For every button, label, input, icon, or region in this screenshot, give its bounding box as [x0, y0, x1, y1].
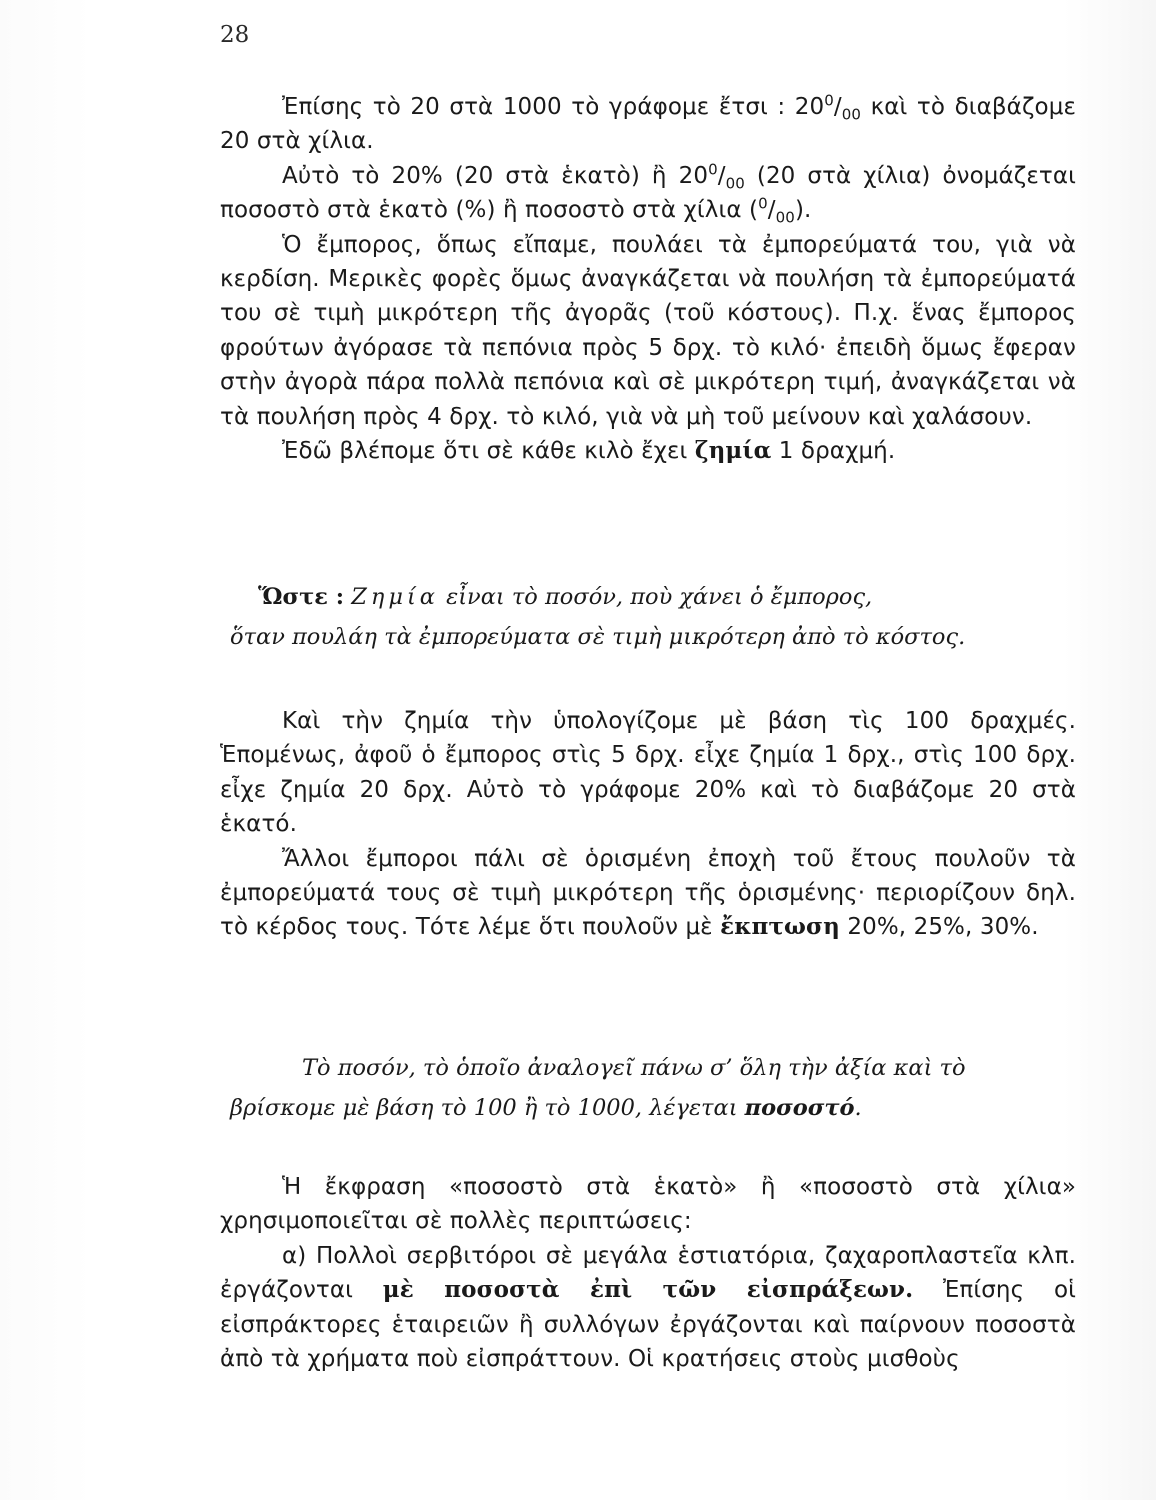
- text-span: .: [854, 1095, 862, 1121]
- definition-line: [230, 577, 1050, 617]
- paragraph-discount: [220, 842, 1076, 945]
- bold-term: μὲ ποσοστὰ ἐπὶ τῶν εἰσπράξεων.: [382, 1276, 914, 1304]
- text-block-intro: [220, 90, 1076, 468]
- text-span: (20 στὰ χίλια) ὀνομάζεται ποσοστὸ στὰ ἑκατὸ (%) ἢ ποσοστὸ στὰ χίλια (: [220, 162, 1076, 224]
- superscript: 0: [824, 91, 834, 110]
- subscript: 00: [725, 174, 745, 193]
- paragraph-loss-note: [220, 434, 1076, 468]
- slash: /: [717, 162, 726, 189]
- text-span: βρίσκομε μὲ βάση τὸ 100 ἢ τὸ 1000, λέγεται: [230, 1095, 745, 1121]
- slash: /: [767, 197, 776, 224]
- page-number: 28: [220, 22, 250, 48]
- paragraph-percentage-naming: [220, 159, 1076, 228]
- text-span: Αὐτὸ τὸ 20% (20 στὰ ἑκατὸ) ἢ 20: [282, 162, 709, 189]
- paragraph-per-mille: [220, 90, 1076, 159]
- text-block-uses: [220, 1170, 1076, 1376]
- text-span: 20%, 25%, 30%.: [839, 914, 1039, 941]
- definition-percentage: [230, 1048, 1050, 1128]
- subscript: 00: [775, 208, 795, 227]
- text-span: Ἐπίσης οἱ εἰσπράκτορες ἑταιρειῶν ἢ συλλόγων ἐργάζονται καὶ παίρνουν ποσοστὰ ἀπὸ τὰ χρήματα ποὺ εἰσπράττουν. Οἱ κρατήσεις στοὺς μισθοὺς: [220, 1277, 1076, 1373]
- text-span: καὶ τὸ διαβάζομε 20 στὰ χίλια.: [220, 94, 1076, 155]
- paragraph-merchant-example: Ὁ ἔμπορος, ὅπως εἴπαμε, πουλάει τὰ ἐμπορεύματά του, γιὰ νὰ κερδίση. Μερικὲς φορὲς ὅμως ἀναγκάζεται νὰ πουλήση τὰ ἐμπορεύματά του σὲ τιμὴ μικρότερη τῆς ἀγορᾶς (τοῦ κόστους). Π.χ. ἕνας ἔμπορος φρούτων ἀγόρασε τὰ πεπόνια πρὸς 5 δρχ. τὸ κιλό· ἐπειδὴ ὅμως ἔφεραν στὴν ἀγορὰ πάρα πολλὰ πεπόνια καὶ σὲ μικρότερη τιμή, ἀναγκάζεται νὰ τὰ πουλήση πρὸς 4 δρχ. τὸ κιλό, γιὰ νὰ μὴ τοῦ μείνουν καὶ χαλάσουν.: [220, 231, 1076, 430]
- slash: /: [833, 94, 842, 120]
- text-span: α) Πολλοὶ σερβιτόροι σὲ μεγάλα ἑστιατόρια, ζαχαροπλαστεῖα κλπ. ἐργάζονται: [220, 1242, 1076, 1304]
- paragraph-waiters-example: [220, 1239, 1076, 1377]
- definition-term: Ζημία: [351, 584, 439, 610]
- text-span: 1 δραχμή.: [771, 438, 896, 465]
- bold-term: ἔκπτωση: [720, 913, 840, 941]
- superscript: 0: [708, 160, 718, 179]
- definition-lead: Ὥστε :: [258, 584, 345, 610]
- text-span: Ἐδῶ βλέπομε ὅτι σὲ κάθε κιλὸ ἔχει: [282, 438, 695, 465]
- superscript: 0: [758, 194, 768, 213]
- bold-term: ζημία: [694, 437, 772, 465]
- text-span: ).: [794, 197, 812, 224]
- text-span: εἶναι τὸ ποσόν, ποὺ χάνει ὁ ἔμπορος,: [438, 584, 873, 610]
- definition-line: ὅταν πουλάη τὰ ἐμπορεύματα σὲ τιμὴ μικρότερη ἀπὸ τὸ κόστος.: [230, 624, 966, 650]
- text-block-middle: [220, 704, 1076, 945]
- paragraph-expression-usage: Ἡ ἔκφραση «ποσοστὸ στὰ ἑκατὸ» ἢ «ποσοστὸ στὰ χίλια» χρησιμοποιεῖται σὲ πολλὲς περιπτώσεις:: [220, 1174, 1076, 1235]
- paragraph-loss-calculation: Καὶ τὴν ζημία τὴν ὑπολογίζομε μὲ βάση τὶς 100 δραχμές. Ἑπομένως, ἀφοῦ ὁ ἔμπορος στὶς 5 δρχ. εἶχε ζημία 1 δρχ., στὶς 100 δρχ. εἶχε ζημία 20 δρχ. Αὐτὸ τὸ γράφομε 20% καὶ τὸ διαβάζομε 20 στὰ ἑκατό.: [220, 708, 1076, 838]
- definition-line: [230, 1088, 1050, 1128]
- text-span: Ἄλλοι ἔμποροι πάλι σὲ ὁρισμένη ἐποχὴ τοῦ ἔτους πουλοῦν τὰ ἐμπορεύματά τους σὲ τιμὴ μικρότερη τῆς ὁρισμένης· περιορίζουν δηλ. τὸ κέρδος τους. Τότε λέμε ὅτι πουλοῦν μὲ: [220, 845, 1076, 941]
- bold-term: ποσοστό: [744, 1095, 855, 1121]
- definition-loss: [230, 577, 1050, 657]
- subscript: 00: [841, 105, 862, 124]
- definition-line: Τὸ ποσόν, τὸ ὁποῖο ἀναλογεῖ πάνω σ’ ὅλη τὴν ἀξία καὶ τὸ: [302, 1055, 966, 1081]
- text-span: Ἐπίσης τὸ 20 στὰ 1000 τὸ γράφομε ἔτσι : 20: [282, 94, 825, 120]
